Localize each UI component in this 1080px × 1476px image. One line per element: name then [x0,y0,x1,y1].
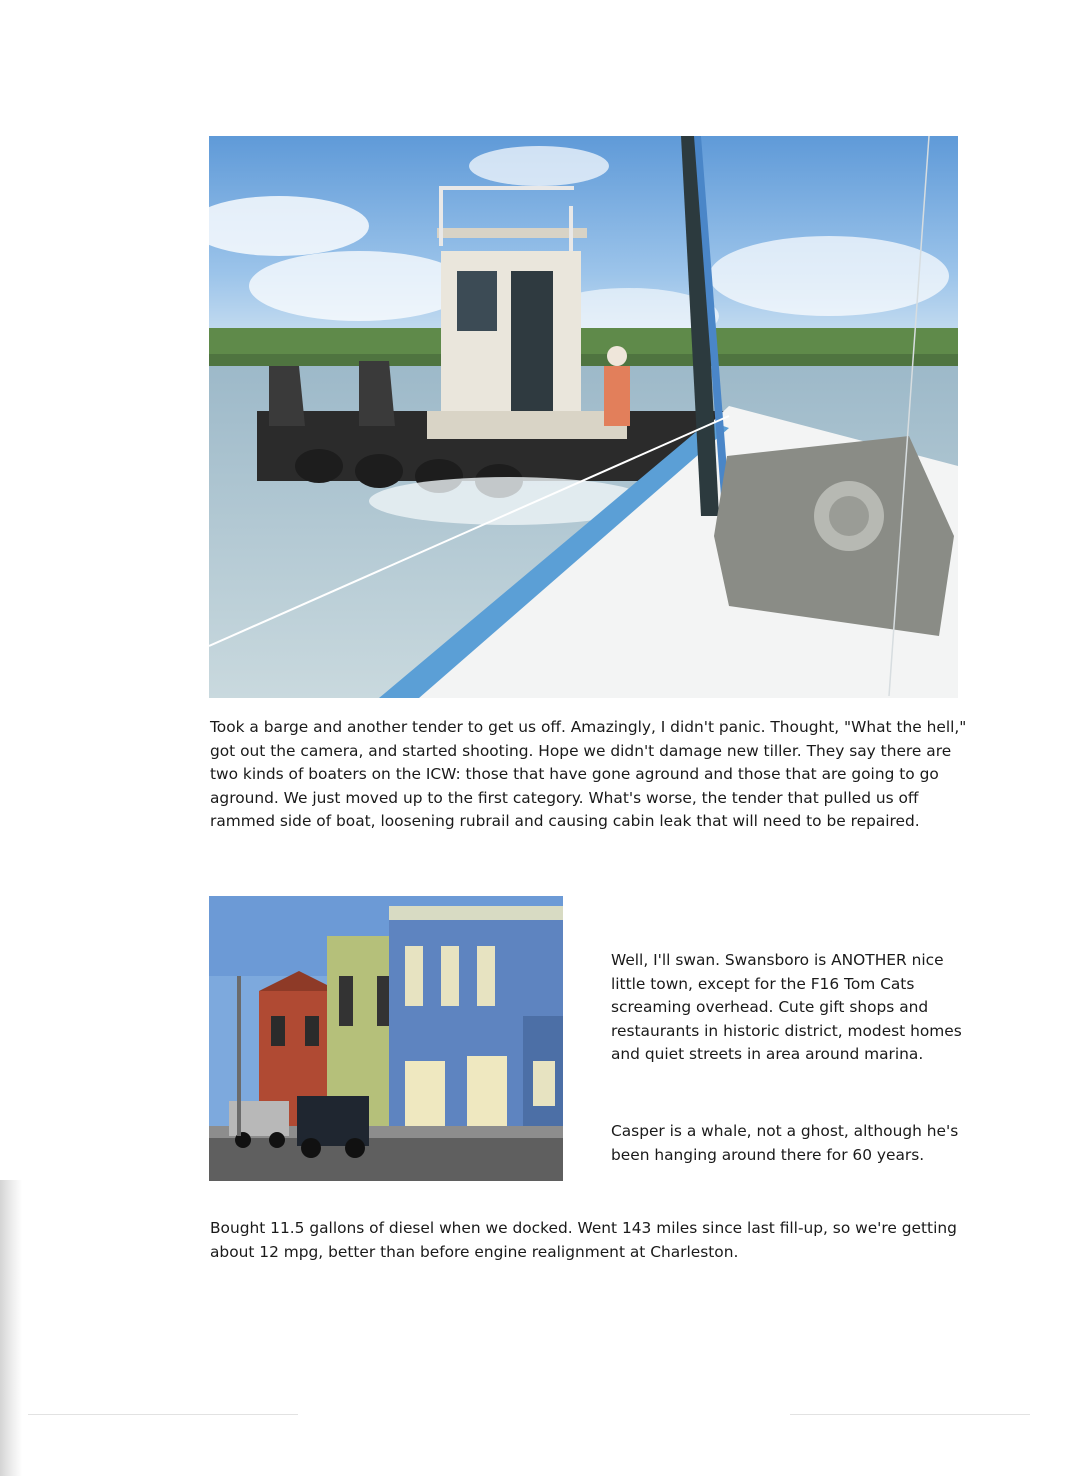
tugboat-photo [209,136,958,698]
casper-paragraph: Casper is a whale, not a ghost, although he's been hanging around there for 60 years. [611,1122,959,1164]
grounding-paragraph: Took a barge and another tender to get us off. Amazingly, I didn't panic. Thought, "What the hell," got out the camera, and started shooting. Hope we didn't damage new tiller. They say there are two kinds of boaters on the ICW: those that have gone aground and those that are going to go aground. We just moved up to the first category. What's worse, the tender that pulled us off rammed side of boat, loosening rubrail and causing cabin leak that will need to be repaired. [210,718,967,831]
diesel-paragraph: Bought 11.5 gallons of diesel when we docked. Went 143 miles since last fill-up, so we're getting about 12 mpg, better than before engine realignment at Charleston. [210,1219,957,1261]
scan-artifact-line [28,1414,298,1415]
swansboro-street-photo [209,896,563,1181]
scan-edge-shadow [0,1180,22,1476]
scan-artifact-line [790,1414,1030,1415]
swansboro-paragraph: Well, I'll swan. Swansboro is ANOTHER nice little town, except for the F16 Tom Cats screaming overhead. Cute gift shops and restaurants in historic district, modest homes and quiet streets in area around marina. [611,951,962,1064]
